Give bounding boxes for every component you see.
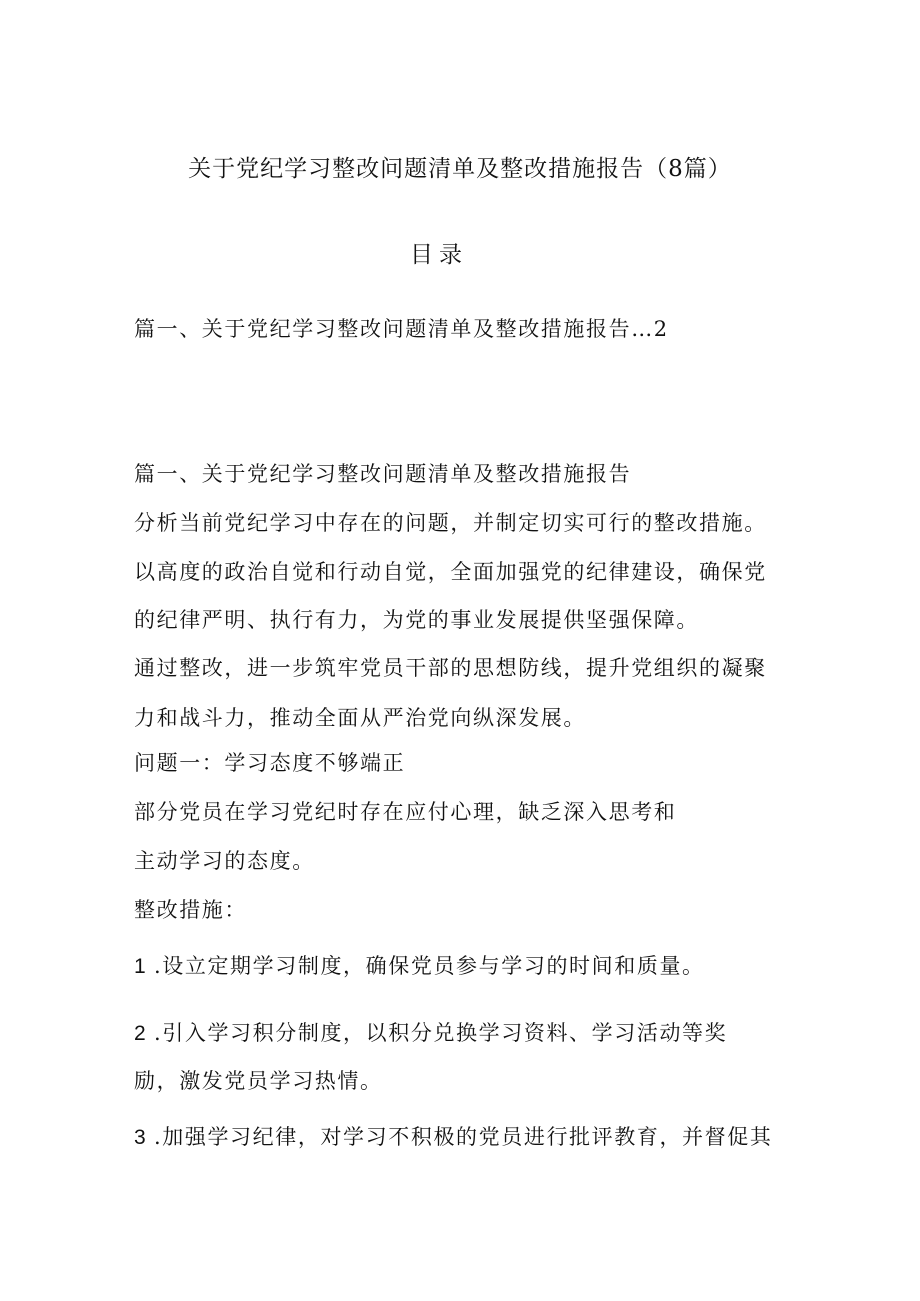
measure-item [134, 1122, 772, 1153]
body-line: 以高度的政治自觉和行动自觉，全面加强党的纪律建设，确保党 [134, 560, 767, 584]
body-line: 主动学习的态度。 [134, 849, 315, 873]
document-title: 关于党纪学习整改问题清单及整改措施报告（8篇） [188, 156, 732, 182]
toc-entry: 篇一、关于党纪学习整改问题清单及整改措施报告…2 [134, 317, 669, 341]
measure-number: 3 [134, 1126, 146, 1149]
measure-number: 1 [134, 955, 146, 978]
body-line: 分析当前党纪学习中存在的问题，并制定切实可行的整改措施。 [134, 511, 767, 535]
measure-item [134, 951, 705, 982]
body-line: 的纪律严明、执行有力，为党的事业发展提供坚强保障。 [134, 608, 699, 632]
problem-heading: 问题一：学习态度不够端正 [134, 751, 406, 775]
measure-text: .加强学习纪律，对学习不积极的党员进行批评教育，并督促其 [153, 1125, 773, 1149]
measures-heading: 整改措施： [134, 898, 247, 922]
measure-continuation: 励，激发党员学习热情。 [134, 1069, 383, 1093]
toc-heading: 目录 [410, 242, 468, 268]
body-line: 力和战斗力，推动全面从严治党向纵深发展。 [134, 706, 586, 730]
measure-text: .设立定期学习制度，确保党员参与学习的时间和质量。 [153, 954, 705, 978]
section-heading: 篇一、关于党纪学习整改问题清单及整改措施报告 [134, 462, 632, 486]
body-line: 通过整改，进一步筑牢党员干部的思想防线，提升党组织的凝聚 [134, 656, 767, 680]
measure-text: .引入学习积分制度，以积分兑换学习资料、学习活动等奖 [153, 1021, 728, 1045]
measure-item [134, 1018, 727, 1049]
body-line: 部分党员在学习党纪时存在应付心理，缺乏深入思考和 [134, 800, 677, 824]
measure-number: 2 [134, 1022, 146, 1045]
